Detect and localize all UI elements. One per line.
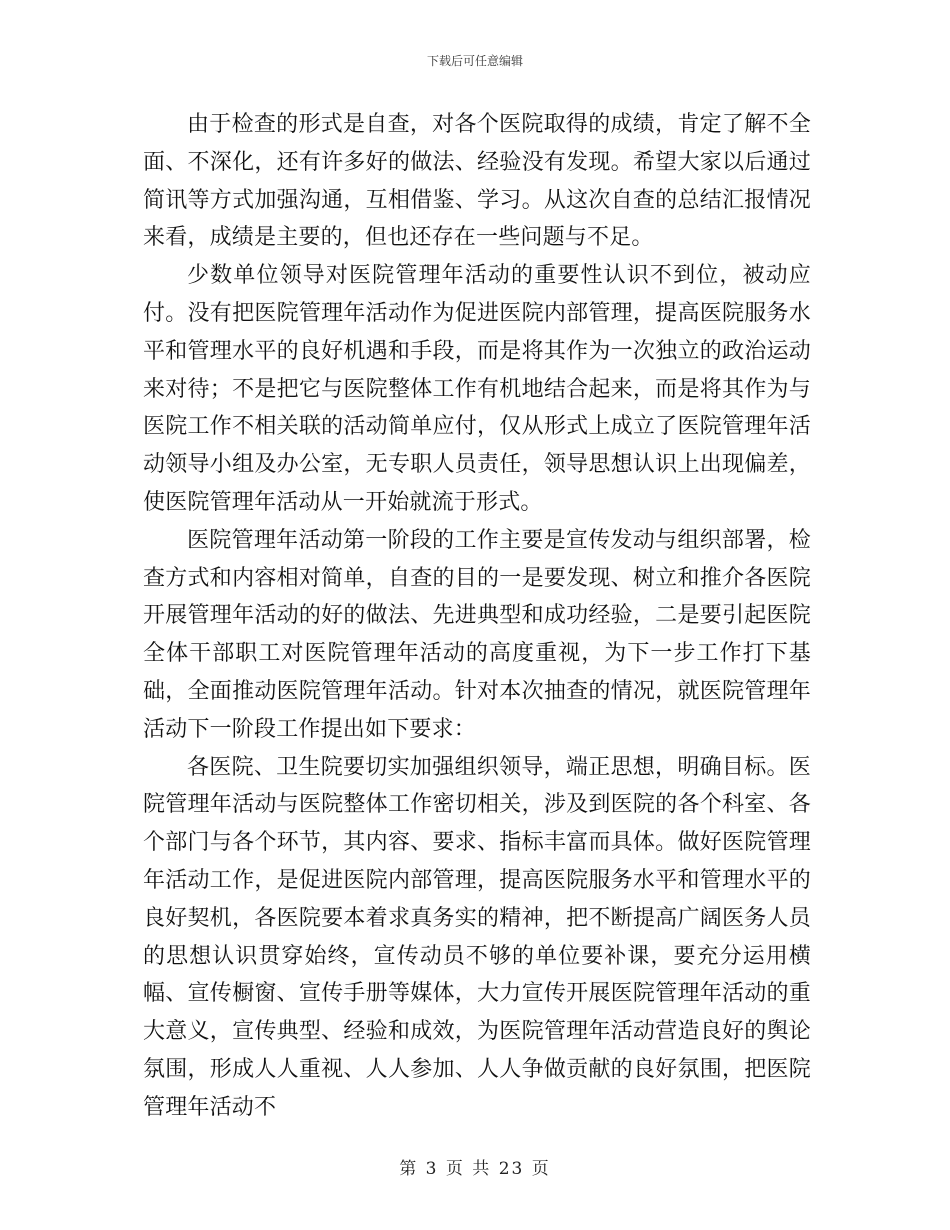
page-header: 下载后可任意编辑 bbox=[426, 54, 523, 68]
paragraph-1: 由于检查的形式是自查，对各个医院取得的成绩，肯定了解不全面、不深化，还有许多好的做法、经验没有发现。希望大家以后通过简讯等方式加强沟通，互相借鉴、学习。从这次自查的总结汇报情况来看，成绩是主要的，但也还存在一些问题与不足。 bbox=[143, 112, 811, 251]
paragraph-3: 医院管理年活动第一阶段的工作主要是宣传发动与组织部署，检查方式和内容相对简单，自查的目的一是要发现、树立和推介各医院开展管理年活动的好的做法、先进典型和成功经验，二是要引起医院全体干部职工对医院管理年活动的高度重视，为下一步工作打下基础，全面推动医院管理年活动。针对本次抽查的情况，就医院管理年活动下一阶段工作提出如下要求： bbox=[143, 527, 811, 742]
paragraph-2: 少数单位领导对医院管理年活动的重要性认识不到位，被动应付。没有把医院管理年活动作为促进医院内部管理，提高医院服务水平和管理水平的良好机遇和手段，而是将其作为一次独立的政治运动来对待；不是把它与医院整体工作有机地结合起来，而是将其作为与医院工作不相关联的活动简单应付，仅从形式上成立了医院管理年活动领导小组及办公室，无专职人员责任，领导思想认识上出现偏差，使医院管理年活动从一开始就流于形式。 bbox=[143, 263, 811, 515]
page-footer: 第 3 页 共 23 页 bbox=[399, 1159, 551, 1179]
paragraph-4: 各医院、卫生院要切实加强组织领导，端正思想，明确目标。医院管理年活动与医院整体工作密切相关，涉及到医院的各个科室、各个部门与各个环节，其内容、要求、指标丰富而具体。做好医院管理年活动工作，是促进医院内部管理，提高医院服务水平和管理水平的良好契机，各医院要本着求真务实的精神，把不断提高广阔医务人员的思想认识贯穿始终，宣传动员不够的单位要补课，要充分运用横幅、宣传橱窗、宣传手册等媒体，大力宣传开展医院管理年活动的重大意义，宣传典型、经验和成效，为医院管理年活动营造良好的舆论氛围，形成人人重视、人人参加、人人争做贡献的良好氛围，把医院管理年活动不 bbox=[143, 754, 811, 1120]
document-body bbox=[143, 106, 811, 1127]
